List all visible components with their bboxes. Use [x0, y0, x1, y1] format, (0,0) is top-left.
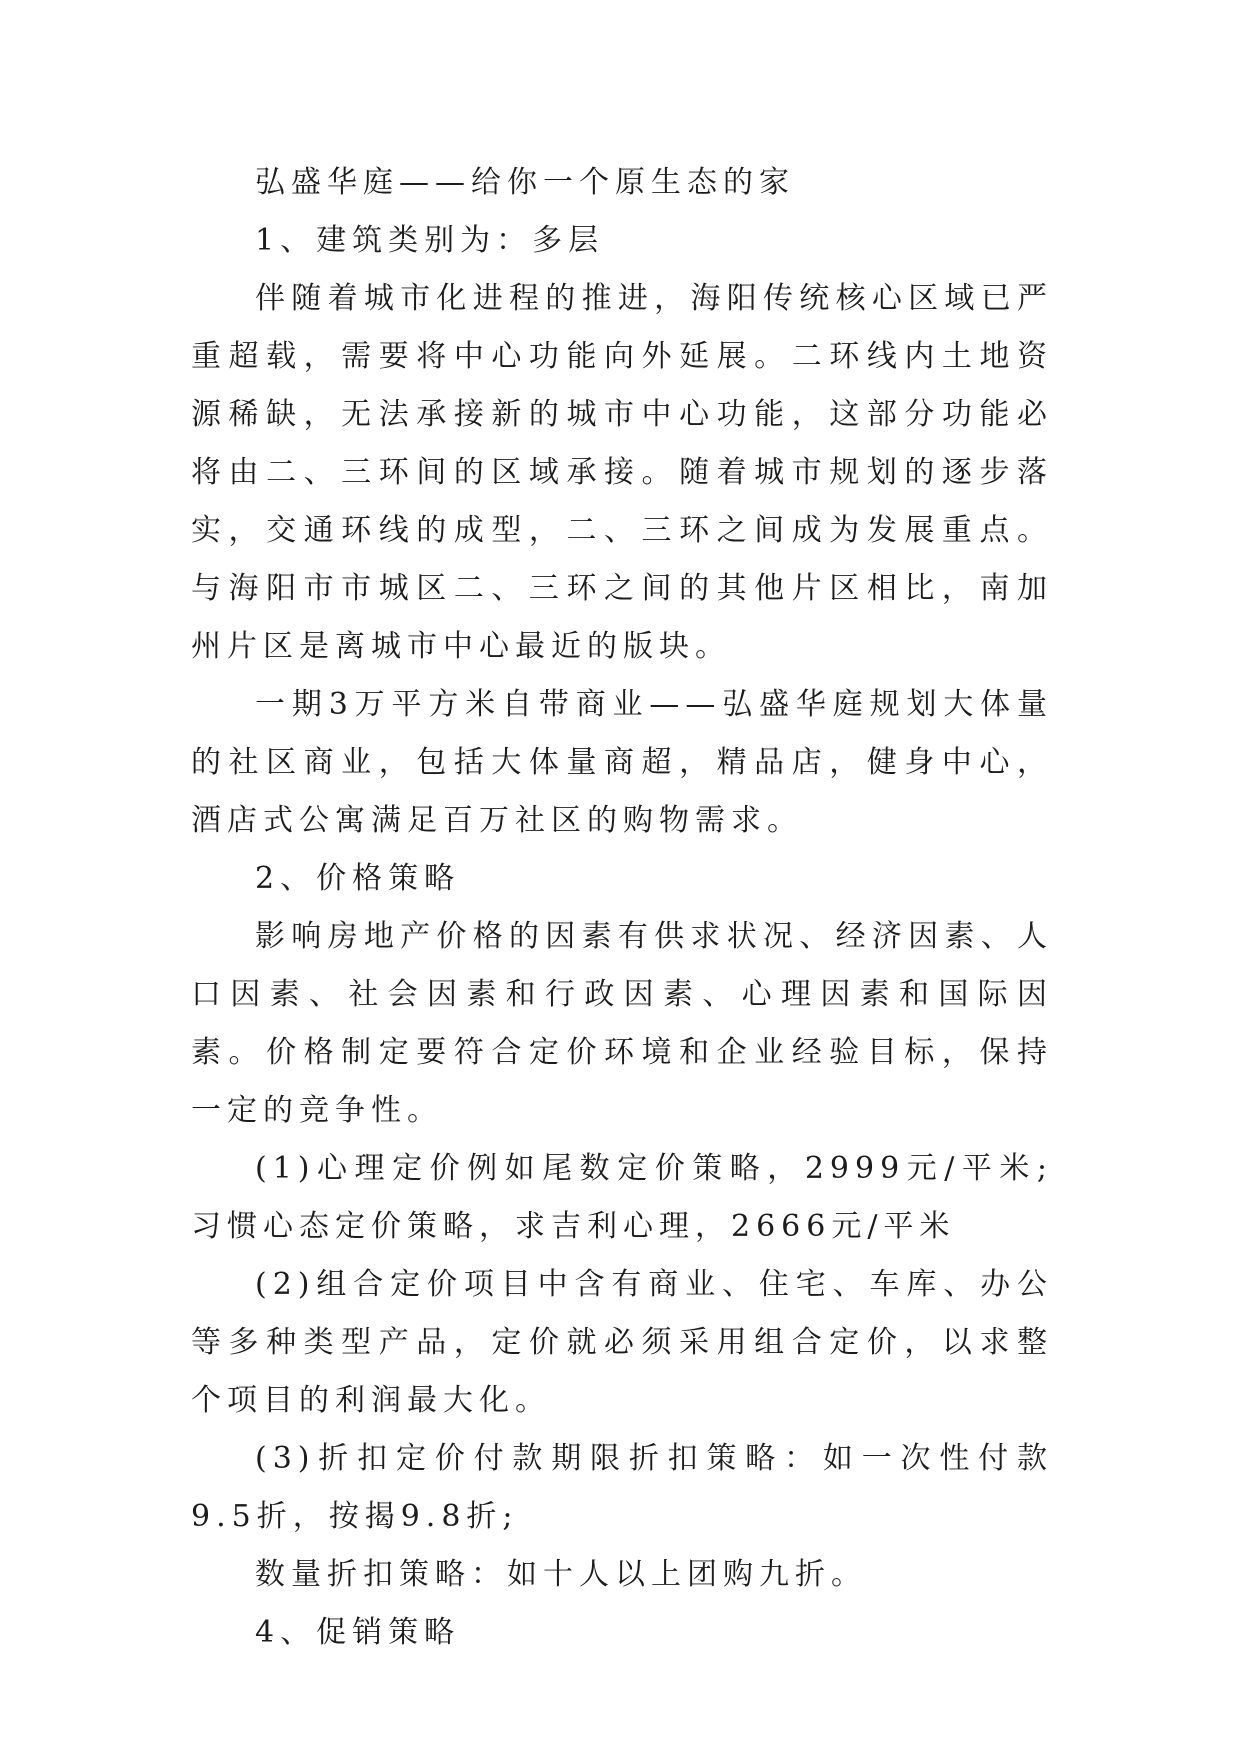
document-title: 弘盛华庭——给你一个原生态的家 [255, 165, 795, 200]
paragraph-discount-pricing: (3)折扣定价付款期限折扣策略：如一次性付款9.5折，按揭9.8折; [191, 1441, 1053, 1534]
section-heading-pricing-strategy: 2、价格策略 [255, 861, 461, 896]
paragraph-price-factors: 影响房地产价格的因素有供求状况、经济因素、人口因素、社会因素和行政因素、心理因素和国际因素。价格制定要符合定价环境和企业经验目标，保持一定的竞争性。 [191, 919, 1053, 1128]
paragraph-psychological-pricing: (1)心理定价例如尾数定价策略，2999元/平米;习惯心态定价策略，求吉利心理，2666元/平米 [191, 1151, 1053, 1244]
section-heading-promotion-strategy: 4、促销策略 [255, 1615, 461, 1650]
section-heading-building-type: 1、建筑类别为：多层 [255, 223, 605, 258]
paragraph-combination-pricing: (2)组合定价项目中含有商业、住宅、车库、办公等多种类型产品，定价就必须采用组合定价，以求整个项目的利润最大化。 [191, 1267, 1053, 1418]
document-page [191, 154, 1053, 1662]
paragraph-urbanization: 伴随着城市化进程的推进，海阳传统核心区域已严重超载，需要将中心功能向外延展。二环线内土地资源稀缺，无法承接新的城市中心功能，这部分功能必将由二、三环间的区域承接。随着城市规划的逐步落实，交通环线的成型，二、三环之间成为发展重点。与海阳市市城区二、三环之间的其他片区相比，南加州片区是离城市中心最近的版块。 [191, 281, 1053, 664]
paragraph-quantity-discount: 数量折扣策略：如十人以上团购九折。 [255, 1557, 867, 1592]
paragraph-commercial: 一期3万平方米自带商业——弘盛华庭规划大体量的社区商业，包括大体量商超，精品店，健身中心，酒店式公寓满足百万社区的购物需求。 [191, 687, 1053, 838]
